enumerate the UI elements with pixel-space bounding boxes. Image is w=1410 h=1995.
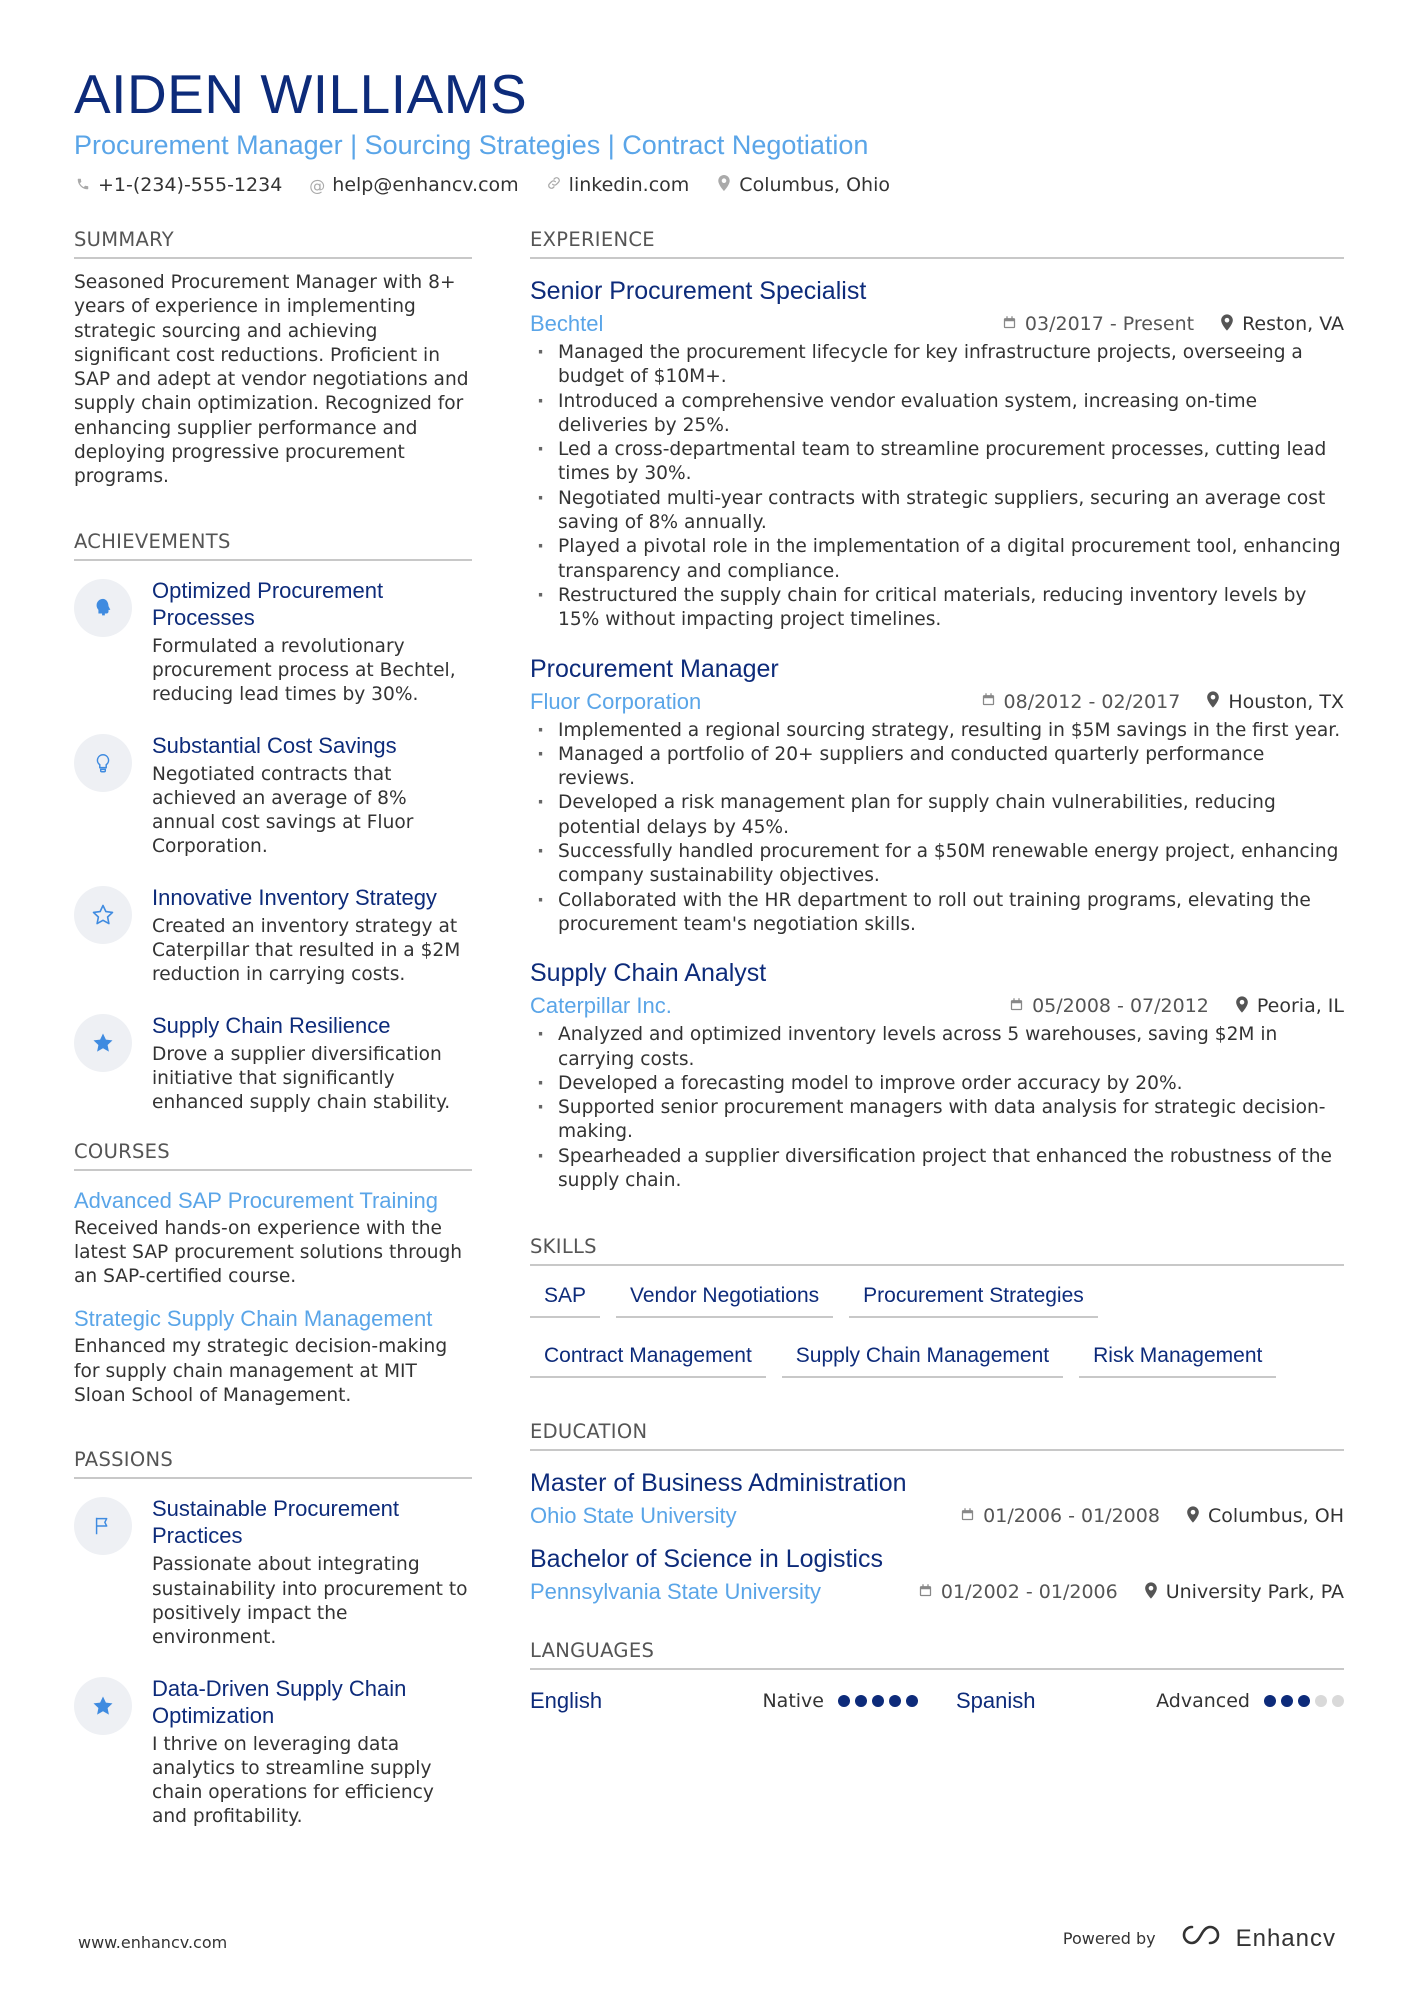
- experience-heading: EXPERIENCE: [530, 228, 1344, 259]
- bullet: · Spearheaded a supplier diversification project that enhanced the robustness of the supply chain.: [530, 1145, 1344, 1194]
- job-bullets: [530, 341, 1344, 633]
- calendar-icon: [981, 692, 996, 711]
- course-title: Strategic Supply Chain Management: [74, 1306, 433, 1332]
- course-desc: Received hands-on experience with the latest SAP procurement solutions through an SAP-certified course.: [74, 1217, 463, 1288]
- job-dates-text: 05/2008 - 07/2012: [1032, 995, 1209, 1018]
- contact-location: [715, 174, 890, 196]
- passion-item: [74, 1495, 472, 1650]
- bullet: · Analyzed and optimized inventory levels across 5 warehouses, saving $2M in carrying costs.: [530, 1023, 1344, 1072]
- location-icon: [1206, 691, 1220, 712]
- job-location: [1206, 691, 1344, 713]
- course-desc: Enhanced my strategic decision-making for supply chain management at MIT Sloan School of Management.: [74, 1336, 448, 1407]
- link-icon: [545, 175, 563, 195]
- degree-title: Master of Business Administration: [530, 1469, 907, 1498]
- enhancv-logo[interactable]: [1180, 1923, 1336, 1954]
- lightbulb-icon: [74, 734, 132, 792]
- edu-dates-text: 01/2006 - 01/2008: [983, 1505, 1160, 1528]
- achievement-title: Supply Chain Resilience: [152, 1012, 391, 1038]
- candidate-title: Procurement Manager | Sourcing Strategies | Contract Negotiation: [74, 130, 869, 160]
- passion-title: Data-Driven Supply Chain Optimization: [152, 1675, 407, 1728]
- bullet: · Played a pivotal role in the implementation of a digital procurement tool, enhancing transparency and compliance.: [530, 535, 1344, 584]
- skills-section: [530, 1235, 1344, 1378]
- company-name: Caterpillar Inc.: [530, 993, 672, 1019]
- language-item: [530, 1688, 918, 1714]
- edu-dates: [960, 1505, 1160, 1527]
- achievement-item: [74, 577, 472, 708]
- job-entry: [530, 957, 1344, 1193]
- job-dates-text: 08/2012 - 02/2017: [1003, 690, 1181, 713]
- skill-tag: Procurement Strategies: [849, 1284, 1098, 1318]
- skill-tag: SAP: [530, 1284, 600, 1318]
- job-title: Senior Procurement Specialist: [530, 277, 867, 305]
- resume-header: [74, 62, 1344, 196]
- company-name: Fluor Corporation: [530, 688, 702, 714]
- edu-dates: [918, 1581, 1118, 1603]
- job-location-text: Peoria, IL: [1256, 995, 1344, 1018]
- job-bullets: [530, 719, 1344, 938]
- job-location-text: Reston, VA: [1242, 313, 1344, 335]
- education-section: [530, 1420, 1344, 1605]
- education-heading: EDUCATION: [530, 1420, 1344, 1451]
- passion-desc: Passionate about integrating sustainability into procurement to positively impact the environment.: [152, 1554, 468, 1649]
- skills-heading: SKILLS: [530, 1235, 1344, 1266]
- summary-text: Seasoned Procurement Manager with 8+ years of experience in implementing strategic sourcing and achieving significant cost reductions. Proficient in SAP and adept at vendor negotiations and supply chain optimization. Recognized for enhancing supplier performance and deploying progressive procurement programs.: [74, 272, 469, 488]
- bullet: · Led a cross-departmental team to streamline procurement processes, cutting lead times by 30%.: [530, 438, 1344, 487]
- job-dates: [1009, 995, 1209, 1017]
- brain-icon: [74, 579, 132, 637]
- contact-email[interactable]: [308, 174, 518, 196]
- course-item: [74, 1305, 472, 1408]
- achievements-section: [74, 530, 472, 1116]
- language-name: Spanish: [956, 1688, 1036, 1714]
- star-icon: [74, 1014, 132, 1072]
- achievement-title: Optimized Procurement Processes: [152, 577, 384, 630]
- calendar-icon: [1002, 315, 1017, 334]
- degree-title: Bachelor of Science in Logistics: [530, 1545, 883, 1574]
- bullet: · Implemented a regional sourcing strategy, resulting in $5M savings in the first year.: [530, 719, 1344, 743]
- achievement-desc: Formulated a revolutionary procurement process at Bechtel, reducing lead times by 30%.: [152, 635, 456, 706]
- rating-dot: [855, 1695, 867, 1707]
- star-outline-icon: [74, 886, 132, 944]
- bullet: · Collaborated with the HR department to roll out training programs, elevating the procurement team's negotiation skills.: [530, 889, 1344, 938]
- right-column: [530, 228, 1344, 1714]
- edu-location: [1186, 1505, 1344, 1527]
- bullet: · Successfully handled procurement for a $50M renewable energy project, enhancing company sustainability objectives.: [530, 840, 1344, 889]
- star-icon: [74, 1677, 132, 1735]
- contact-location-text: Columbus, Ohio: [739, 174, 890, 196]
- rating-dot: [889, 1695, 901, 1707]
- achievement-desc: Created an inventory strategy at Caterpillar that resulted in a $2M reduction in carrying costs.: [152, 915, 461, 986]
- job-dates: [981, 691, 1181, 713]
- bullet: · Restructured the supply chain for critical materials, reducing inventory levels by 15% without impacting project timelines.: [530, 584, 1344, 633]
- rating-dot: [1264, 1695, 1276, 1707]
- contact-linkedin-text: linkedin.com: [568, 174, 690, 196]
- language-item: [956, 1688, 1344, 1714]
- job-location: [1235, 995, 1344, 1017]
- course-item: [74, 1187, 472, 1290]
- skill-tag: Contract Management: [530, 1344, 766, 1378]
- phone-icon: [74, 176, 92, 195]
- left-column: [74, 228, 472, 1854]
- location-icon: [1144, 1582, 1158, 1603]
- bullet: · Developed a risk management plan for supply chain vulnerabilities, reducing potential delays by 45%.: [530, 791, 1344, 840]
- education-entry: [530, 1467, 1344, 1529]
- location-icon: [1235, 996, 1249, 1017]
- flag-icon: [74, 1497, 132, 1555]
- location-icon: [715, 175, 733, 195]
- language-rating: [838, 1695, 918, 1707]
- rating-dot: [1315, 1695, 1327, 1707]
- rating-dot: [1281, 1695, 1293, 1707]
- at-icon: @: [309, 175, 326, 195]
- achievement-item: [74, 732, 472, 860]
- school-name: Pennsylvania State University: [530, 1579, 822, 1605]
- edu-location-text: University Park, PA: [1165, 1581, 1344, 1604]
- job-entry: [530, 275, 1344, 633]
- achievement-title: Innovative Inventory Strategy: [152, 884, 437, 910]
- edu-location: [1144, 1581, 1344, 1603]
- contact-email-text: help@enhancv.com: [332, 174, 519, 196]
- passion-item: [74, 1675, 472, 1830]
- job-location-text: Houston, TX: [1228, 690, 1344, 713]
- achievement-desc: Drove a supplier diversification initiative that significantly enhanced supply chain stability.: [152, 1043, 451, 1114]
- contact-phone-text: +1-(234)-555-1234: [98, 174, 283, 196]
- job-bullets: [530, 1023, 1344, 1193]
- school-name: Ohio State University: [530, 1503, 737, 1529]
- language-level: Advanced: [1156, 1690, 1250, 1713]
- edu-dates-text: 01/2002 - 01/2006: [940, 1581, 1118, 1604]
- calendar-icon: [960, 1507, 975, 1526]
- achievement-desc: Negotiated contracts that achieved an average of 8% annual cost savings at Fluor Corporation.: [152, 763, 414, 858]
- skill-tag: Risk Management: [1079, 1344, 1276, 1378]
- job-location: [1220, 313, 1344, 335]
- summary-section: [74, 228, 472, 490]
- contact-linkedin[interactable]: [545, 174, 690, 196]
- brand-name: Enhancv: [1235, 1924, 1336, 1952]
- achievements-heading: ACHIEVEMENTS: [74, 530, 472, 561]
- skill-tag: Supply Chain Management: [782, 1344, 1063, 1378]
- experience-section: [530, 228, 1344, 1193]
- rating-dot: [1332, 1695, 1344, 1707]
- courses-heading: COURSES: [74, 1140, 472, 1171]
- language-name: English: [530, 1688, 603, 1714]
- job-title: Supply Chain Analyst: [530, 959, 767, 988]
- company-name: Bechtel: [530, 311, 604, 336]
- footer-website[interactable]: www.enhancv.com: [78, 1933, 228, 1952]
- passion-title: Sustainable Procurement Practices: [152, 1496, 400, 1549]
- edu-location-text: Columbus, OH: [1207, 1505, 1344, 1528]
- rating-dot: [872, 1695, 884, 1707]
- job-title: Procurement Manager: [530, 654, 779, 683]
- achievement-title: Substantial Cost Savings: [152, 732, 397, 758]
- calendar-icon: [1009, 997, 1024, 1016]
- passions-section: [74, 1448, 472, 1829]
- education-entry: [530, 1543, 1344, 1605]
- bullet: · Supported senior procurement managers with data analysis for strategic decision-making.: [530, 1096, 1344, 1145]
- job-dates-text: 03/2017 - Present: [1024, 313, 1195, 335]
- job-entry: [530, 653, 1344, 938]
- bullet: · Introduced a comprehensive vendor evaluation system, increasing on-time deliveries by 25%.: [530, 390, 1344, 439]
- location-icon: [1186, 1506, 1200, 1527]
- location-icon: [1220, 314, 1234, 335]
- passion-desc: I thrive on leveraging data analytics to streamline supply chain operations for efficiency and profitability.: [152, 1733, 434, 1828]
- bullet: · Managed the procurement lifecycle for key infrastructure projects, overseeing a budget of $10M+.: [530, 341, 1344, 390]
- job-dates: [1002, 313, 1194, 335]
- languages-section: [530, 1639, 1344, 1714]
- courses-section: [74, 1140, 472, 1409]
- footer-branding: [1063, 1923, 1336, 1954]
- summary-heading: SUMMARY: [74, 228, 472, 259]
- powered-by-text: Powered by: [1062, 1929, 1156, 1948]
- contact-row: [74, 174, 1344, 196]
- course-title: Advanced SAP Procurement Training: [74, 1187, 439, 1213]
- language-level: Native: [762, 1690, 824, 1713]
- bullet: · Negotiated multi-year contracts with strategic suppliers, securing an average cost saving of 8% annually.: [530, 487, 1344, 536]
- rating-dot: [838, 1695, 850, 1707]
- language-rating: [1264, 1695, 1344, 1707]
- infinity-icon: [1180, 1923, 1226, 1954]
- passions-heading: PASSIONS: [74, 1448, 472, 1479]
- contact-phone: [74, 174, 282, 196]
- bullet: · Managed a portfolio of 20+ suppliers and conducted quarterly performance reviews.: [530, 743, 1344, 792]
- rating-dot: [1298, 1695, 1310, 1707]
- achievement-item: [74, 1012, 472, 1116]
- calendar-icon: [918, 1583, 933, 1602]
- skill-tag: Vendor Negotiations: [616, 1284, 833, 1318]
- candidate-name: AIDEN WILLIAMS: [74, 63, 528, 125]
- bullet: · Developed a forecasting model to improve order accuracy by 20%.: [530, 1072, 1344, 1096]
- rating-dot: [906, 1695, 918, 1707]
- achievement-item: [74, 884, 472, 988]
- languages-heading: LANGUAGES: [530, 1639, 1344, 1670]
